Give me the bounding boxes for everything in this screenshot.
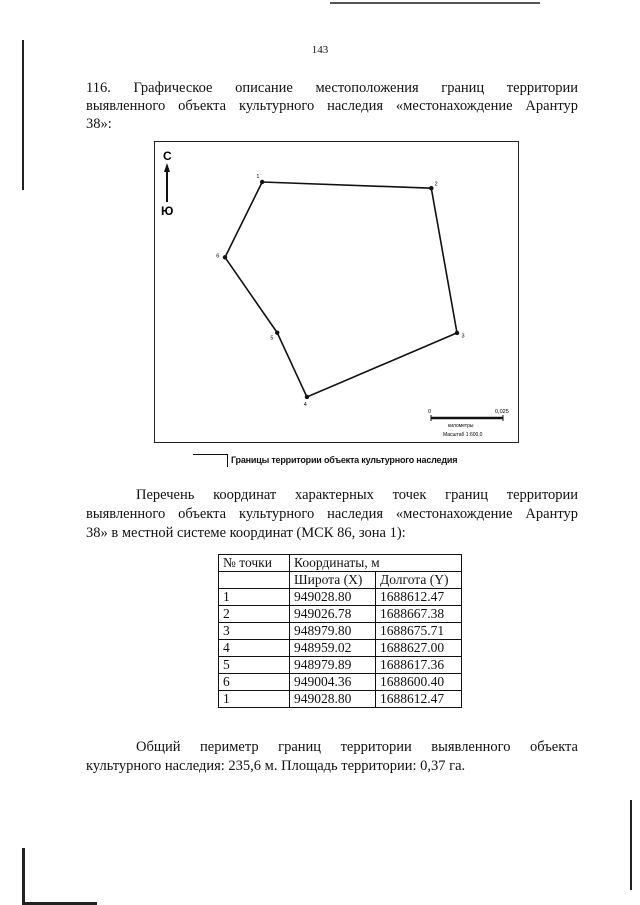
header-coords: Координаты, м [290, 555, 462, 572]
table-row [219, 623, 462, 640]
cell-point: 3 [219, 623, 290, 640]
legend-line-symbol [193, 454, 227, 455]
list-intro-line-2: выявленного объекта культурного наследия «местонахождение Арантур [86, 506, 578, 522]
cell-lat: 948979.89 [290, 657, 376, 674]
cell-lon: 1688617.36 [376, 657, 462, 674]
table-row [219, 606, 462, 623]
section-heading [86, 79, 578, 133]
cell-point: 4 [219, 640, 290, 657]
legend-tick-symbol [227, 454, 228, 467]
header-lon: Долгота (Y) [376, 572, 462, 589]
coordinates-table [218, 554, 462, 708]
scan-left-bar [22, 40, 24, 190]
heading-line-2: выявленного объекта культурного наследия «местонахождение Арантур [86, 98, 578, 114]
table-row [219, 674, 462, 691]
scan-right-bar [630, 800, 632, 890]
list-intro-line-3: 38» в местной системе координат (МСК 86, зона 1): [86, 525, 406, 541]
summary-line-1: Общий периметр границ территории выявленного объекта [136, 739, 578, 755]
cell-lon: 1688612.47 [376, 589, 462, 606]
boundary-point-marker [455, 331, 459, 335]
table-row [219, 691, 462, 708]
heading-line-3: 38»: [86, 116, 112, 132]
cell-lat: 949028.80 [290, 589, 376, 606]
scale-text: Масштаб 1:600,0 [443, 432, 483, 438]
cell-lon: 1688675.71 [376, 623, 462, 640]
header-point: № точки [219, 555, 290, 572]
cell-point: 1 [219, 589, 290, 606]
scan-top-line [330, 2, 540, 4]
cell-lat: 948979.80 [290, 623, 376, 640]
header-point-empty [219, 572, 290, 589]
cell-lon: 1688667.38 [376, 606, 462, 623]
list-intro-line-1: Перечень координат характерных точек границ территории [136, 487, 578, 503]
boundary-point-label: 6 [216, 253, 220, 260]
north-label: С [163, 149, 172, 163]
boundary-group [216, 174, 464, 408]
boundary-point-label: 3 [461, 333, 465, 340]
cell-lat: 949004.36 [290, 674, 376, 691]
south-label: Ю [161, 204, 174, 218]
boundary-point-marker [223, 255, 227, 259]
heading-line-1: 116. Графическое описание местоположения границ территории [86, 80, 578, 96]
cell-point: 5 [219, 657, 290, 674]
table-subheader-row [219, 572, 462, 589]
cell-lat: 949028.80 [290, 691, 376, 708]
table-row [219, 589, 462, 606]
cell-point: 6 [219, 674, 290, 691]
legend-text: Границы территории объекта культурного наследия [231, 455, 458, 465]
boundary-point-marker [429, 186, 433, 190]
boundary-point-label: 1 [256, 174, 260, 181]
scale-units: километры [448, 423, 474, 429]
table-row [219, 640, 462, 657]
cell-lon: 1688627.00 [376, 640, 462, 657]
table-row [219, 657, 462, 674]
boundary-map [154, 141, 519, 443]
cell-lon: 1688612.47 [376, 691, 462, 708]
summary-line-2: культурного наследия: 235,6 м. Площадь территории: 0,37 га. [86, 758, 466, 774]
boundary-point-marker [275, 330, 279, 334]
cell-lat: 948959.02 [290, 640, 376, 657]
list-intro [86, 486, 578, 543]
table-header-row [219, 555, 462, 572]
north-arrow-icon [164, 163, 170, 172]
scale-zero: 0 [428, 409, 432, 415]
page-number: 143 [311, 44, 329, 56]
boundary-point-label: 4 [303, 401, 307, 408]
scan-corner-vertical [22, 848, 25, 904]
boundary-point-label: 5 [270, 335, 274, 342]
header-lat: Широта (X) [290, 572, 376, 589]
boundary-point-marker [260, 180, 264, 184]
boundary-polygon [225, 182, 457, 397]
cell-point: 2 [219, 606, 290, 623]
boundary-map-svg [155, 142, 518, 442]
scale-end: 0,025 [495, 409, 509, 415]
boundary-point-label: 2 [434, 181, 438, 188]
map-legend [193, 450, 523, 472]
summary [86, 738, 578, 776]
cell-lon: 1688600.40 [376, 674, 462, 691]
cell-lat: 949026.78 [290, 606, 376, 623]
cell-point: 1 [219, 691, 290, 708]
boundary-point-marker [305, 395, 309, 399]
